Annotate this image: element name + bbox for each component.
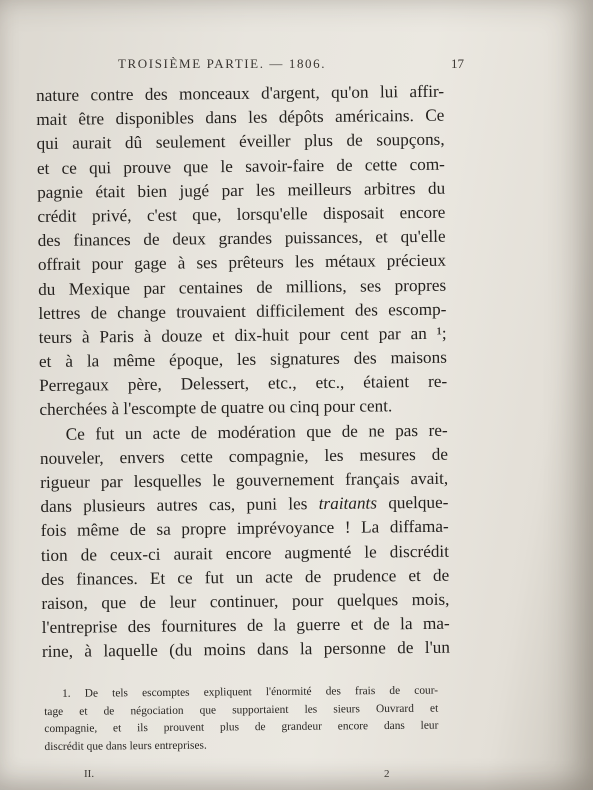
printer-signature: [84, 768, 414, 780]
running-title: TROISIÈME PARTIE. — 1806.: [118, 56, 327, 71]
text-line: nouveler, envers cette compagnie, les mesures de: [39, 444, 448, 468]
line-suffix: quelque-: [376, 492, 449, 513]
text-line: lettres de change trouvaient difficilement des escomp-: [38, 299, 447, 323]
text-line: des finances de deux grandes puissances, et qu'elle: [37, 226, 446, 251]
text-line: fois même de sa propre imprévoyance ! La diffama-: [40, 517, 449, 541]
volume-mark: II.: [84, 768, 95, 780]
text-line: l'entreprise des fournitures de la guerre et de la ma-: [41, 613, 450, 638]
text-line: offrait pour gage à ses prêteurs les métaux précieux: [37, 251, 446, 275]
text-line: cherchées à l'escompte de quatre ou cinq pour cent.: [39, 396, 393, 420]
text-line: tion de ceux-ci aurait encore augmenté le discrédit: [40, 541, 450, 565]
running-header: [118, 56, 464, 72]
text-line: crédit privé, c'est que, lorsqu'elle disposait encore: [37, 202, 446, 226]
text-line: Ce fut un acte de modération que de ne pas re-: [65, 420, 448, 444]
text-line: mait être disponibles dans les dépôts américains. Ce: [36, 105, 445, 130]
text-line: et ce qui prouve que le savoir-faire de cette com-: [36, 154, 445, 178]
italic-word: traitants: [318, 493, 378, 514]
footnote: [44, 683, 439, 756]
text-line: nature contre des monceaux d'argent, qu'on lui affir-: [36, 81, 445, 105]
footnote-line: compagnie, et ils prouvent plus de grandeur encore dans leur: [44, 719, 439, 735]
footnote-line: tage et de négociation que supportaient les sieurs Ouvrard et: [44, 702, 439, 718]
text-line: qui aurait dû seulement éveiller plus de soupçons,: [36, 130, 445, 154]
text-line: raison, que de leur continuer, pour quelques mois,: [41, 589, 450, 613]
text-line: teurs à Paris à douze et dix-huit pour cent par an ¹;: [38, 323, 447, 347]
text-line: du Mexique par centaines de millions, ses propres: [38, 275, 447, 299]
page-number: 17: [451, 56, 464, 71]
text-line: rine, à laquelle (du moins dans la personne de l'un: [41, 638, 451, 662]
text-line: des finances. Et ce fut un acte de prudence et de: [41, 565, 450, 589]
text-line: rigueur par lesquelles le gouvernement français avait,: [40, 468, 449, 492]
text-line: Perregaux père, Delessert, etc., etc., étaient re-: [39, 371, 448, 396]
text-line: et à la même époque, les signatures des maisons: [38, 347, 447, 372]
footnote-line: 1. De tels escomptes expliquent l'énormité des frais de cour-: [62, 684, 439, 700]
main-text: [36, 80, 450, 665]
sheet-mark: 2: [384, 768, 390, 780]
text-line: pagnie était bien jugé par les meilleurs arbitres du: [37, 178, 446, 202]
line-prefix: dans plusieurs autres cas, puni les: [40, 494, 319, 517]
footnote-line: discrédit que dans leurs entreprises.: [44, 739, 207, 753]
